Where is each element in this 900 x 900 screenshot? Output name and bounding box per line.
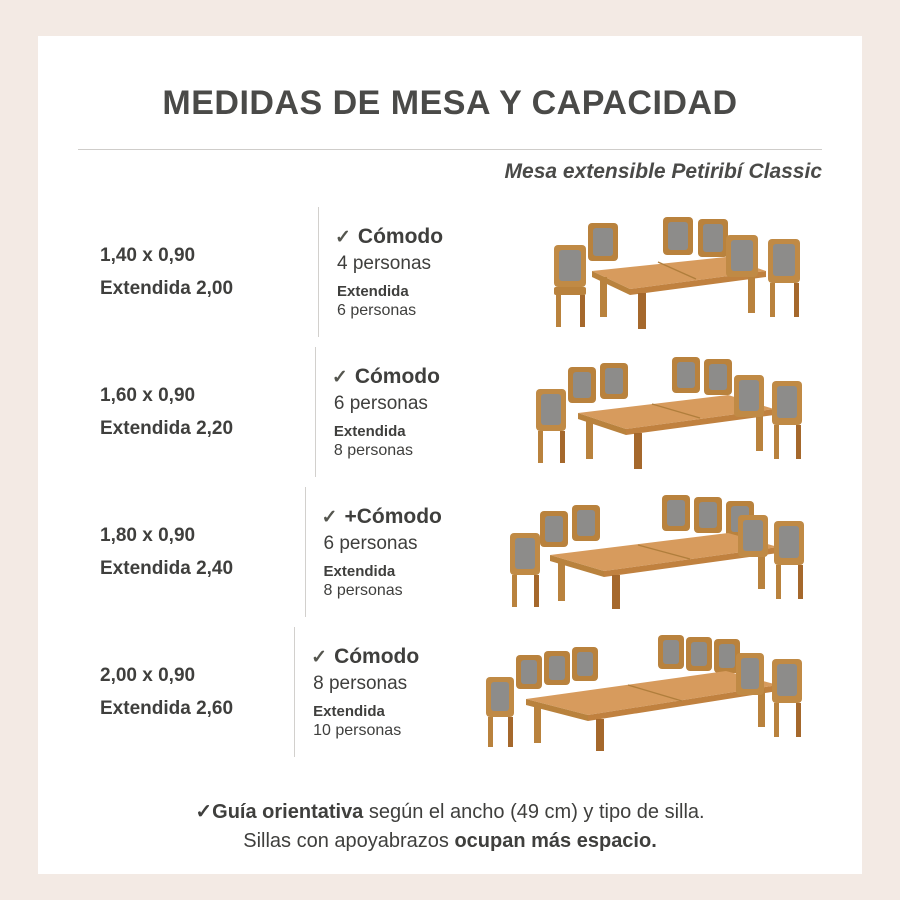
row-2-size: 1,60 x 0,90 <box>100 384 196 406</box>
row-3-size-cell <box>78 519 305 586</box>
row-4-image-cell <box>482 624 822 760</box>
row-3-extended-people: 8 personas <box>323 581 403 599</box>
row-2-size-cell <box>78 379 315 446</box>
row-3-extended-size: Extendida 2,40 <box>100 558 234 579</box>
row-2-comfort-label: Cómodo <box>354 364 440 388</box>
row-1-extended-people: 6 personas <box>337 301 417 319</box>
row-1-people: 4 personas <box>337 252 432 274</box>
check-icon: ✓ <box>195 801 213 823</box>
divider-line <box>78 149 822 150</box>
table-row <box>78 622 822 762</box>
row-4-size-cell <box>78 659 294 726</box>
row-4-extended-label: Extendida <box>313 702 385 720</box>
title-divider-row <box>78 147 822 150</box>
footer-line-2-bold: ocupan más espacio. <box>454 830 657 852</box>
row-2-people: 6 personas <box>333 392 428 414</box>
check-icon: ✓ <box>321 506 338 528</box>
row-3-capacity-cell <box>305 487 502 617</box>
row-4-capacity-cell <box>294 627 482 757</box>
row-4-extended-people: 10 personas <box>313 721 402 739</box>
check-icon: ✓ <box>311 646 328 668</box>
row-3-comfort-label: +Cómodo <box>344 504 442 528</box>
table-6-seats-plus-photo <box>502 489 822 615</box>
subtitle-wrap <box>78 160 822 184</box>
footer-line-1 <box>68 798 832 827</box>
table-6-seats-photo <box>522 349 822 475</box>
row-4-extended-size: Extendida 2,60 <box>100 698 234 719</box>
table-4-seats-photo <box>530 209 820 335</box>
row-1-size-cell <box>78 239 318 306</box>
footer-note <box>38 782 862 874</box>
row-2-image-cell <box>522 344 822 480</box>
row-3-size: 1,80 x 0,90 <box>100 524 196 546</box>
row-3-people: 6 personas <box>323 532 418 554</box>
page-title: MEDIDAS DE MESA Y CAPACIDAD <box>162 84 738 122</box>
row-4-people: 8 personas <box>313 672 408 694</box>
row-3-image-cell <box>502 484 822 620</box>
check-icon: ✓ <box>331 366 348 388</box>
row-1-capacity-cell <box>318 207 528 337</box>
row-2-extended-people: 8 personas <box>333 441 414 459</box>
footer-line-1-bold: Guía orientativa <box>212 801 364 823</box>
row-1-size: 1,40 x 0,90 <box>100 244 196 266</box>
row-1-comfort-label: Cómodo <box>357 224 444 248</box>
check-icon: ✓ <box>335 226 351 248</box>
table-8-seats-photo <box>482 629 822 755</box>
row-1-extended-label: Extendida <box>337 282 409 300</box>
row-4-size: 2,00 x 0,90 <box>100 664 196 686</box>
table-row <box>78 482 822 622</box>
measurements-table <box>78 202 822 762</box>
table-row <box>78 202 822 342</box>
row-3-extended-label: Extendida <box>323 562 396 580</box>
row-1-extended-size: Extendida 2,00 <box>100 278 234 299</box>
row-2-extended-label: Extendida <box>333 422 406 440</box>
footer-line-1-rest: según el ancho (49 cm) y tipo de silla. <box>363 801 705 823</box>
subtitle: Mesa extensible Petiribí Classic <box>504 160 822 183</box>
row-2-extended-size: Extendida 2,20 <box>100 418 234 439</box>
row-2-capacity-cell <box>315 347 522 477</box>
table-row <box>78 342 822 482</box>
row-1-image-cell <box>528 204 822 340</box>
footer-line-2 <box>68 827 832 856</box>
footer-line-2-start: Sillas con apoyabrazos <box>243 830 455 852</box>
row-4-comfort-label: Cómodo <box>334 644 420 668</box>
content-card <box>38 36 862 796</box>
